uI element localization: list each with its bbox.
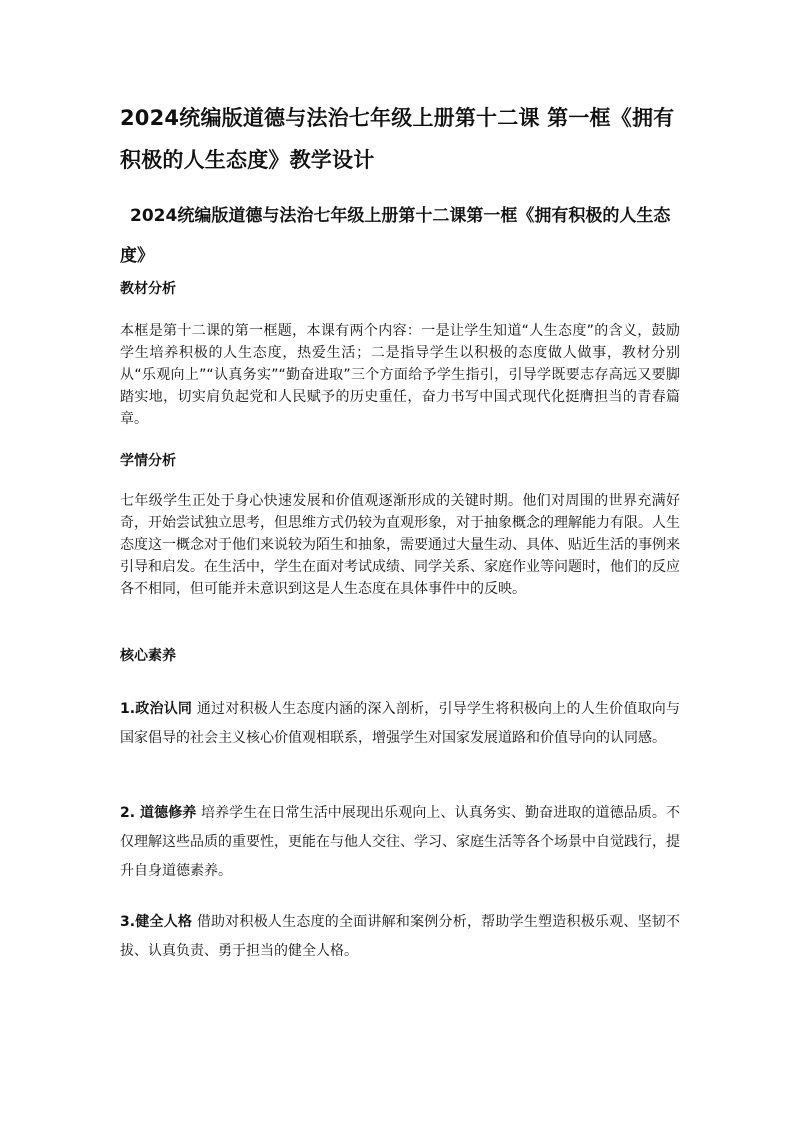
section-heading-student-analysis: 学情分析 (120, 453, 176, 469)
section-heading-textbook-analysis: 教材分析 (120, 281, 176, 297)
core-literacy-item-political-identity (120, 695, 680, 753)
core-literacy-item-label: 1.政治认同 (120, 701, 193, 717)
document-subtitle: 2024统编版道德与法治七年级上册第十二课第一框《拥有积极的人生态度》 (120, 206, 671, 266)
core-literacy-item-moral-cultivation (120, 799, 680, 886)
section-body-textbook-analysis: 本框是第十二课的第一框题，本课有两个内容：一是让学生知道“人生态度”的含义，鼓励学生培养积极的人生态度，热爱生活；二是指导学生以积极的态度做人做事，教材分别从“乐观向上”“认真务实”“勤奋进取”三个方面给予学生指引，引导学既要志存高远又要脚踏实地，切实肩负起党和人民赋予的历史重任，奋力书写中国式现代化挺膺担当的青春篇章。 (120, 323, 680, 427)
section-heading-core-literacy: 核心素养 (120, 648, 176, 664)
core-literacy-item-label: 2. 道德修养 (120, 805, 197, 821)
core-literacy-item-text: 借助对积极人生态度的全面讲解和案例分析，帮助学生塑造积极乐观、坚韧不拔、认真负责、勇于担当的健全人格。 (120, 914, 681, 959)
core-literacy-item-text: 通过对积极人生态度内涵的深入剖析，引导学生将积极向上的人生价值取向与国家倡导的社会主义核心价值观相联系，增强学生对国家发展道路和价值导向的认同感。 (120, 701, 681, 746)
core-literacy-item-text: 培养学生在日常生活中展现出乐观向上、认真务实、勤奋进取的道德品质。不仅理解这些品质的重要性，更能在与他人交往、学习、家庭生活等各个场景中自觉践行，提升自身道德素养。 (120, 805, 681, 879)
core-literacy-item-sound-personality (120, 908, 680, 966)
core-literacy-item-label: 3.健全人格 (120, 914, 193, 930)
section-body-student-analysis: 七年级学生正处于身心快速发展和价值观逐渐形成的关键时期。他们对周围的世界充满好奇，开始尝试独立思考，但思维方式仍较为直观形象，对于抽象概念的理解能力有限。人生态度这一概念对于他们来说较为陌生和抽象，需要通过大量生动、具体、贴近生活的事例来引导和启发。在生活中，学生在面对考试成绩、同学关系、家庭作业等问题时，他们的反应各不相同，但可能并未意识到这是人生态度在具体事件中的反映。 (120, 493, 680, 597)
document-title: 2024统编版道德与法治七年级上册第十二课 第一框《拥有积极的人生态度》教学设计 (120, 106, 675, 172)
